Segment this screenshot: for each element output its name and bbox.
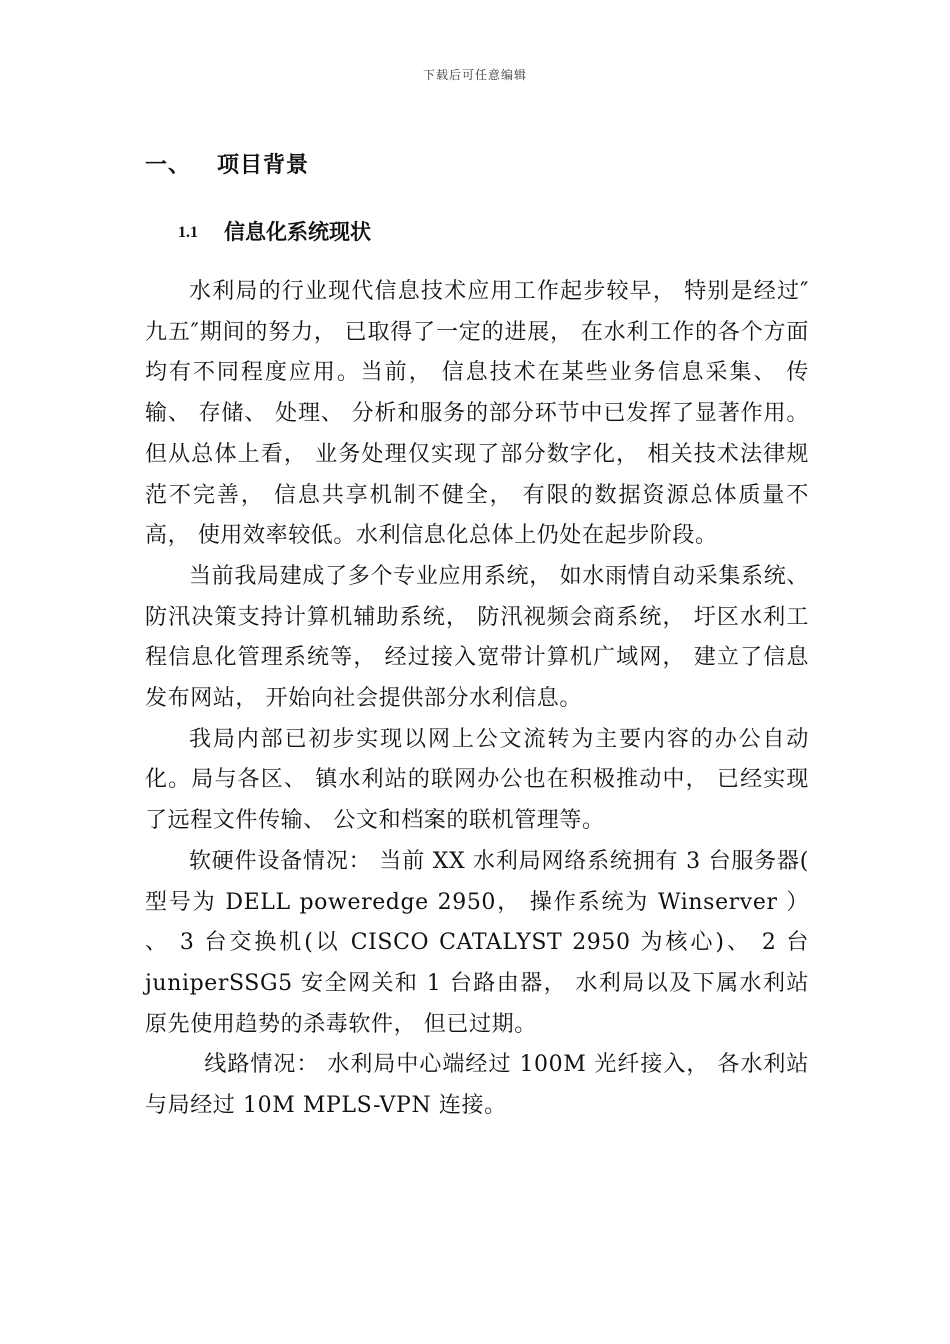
body-text <box>145 272 809 1127</box>
subsection-heading <box>178 216 371 246</box>
subsection-number: 1.1 <box>178 224 198 241</box>
paragraph: 当前我局建成了多个专业应用系统， 如水雨情自动采集系统、 防汛决策支持计算机辅助系统， 防汛视频会商系统， 圩区水利工程信息化管理系统等， 经过接入宽带计算机广域网， 建立了信息发布网站， 开始向社会提供部分水利信息。 <box>145 563 809 712</box>
paragraph: 我局内部已初步实现以网上公文流转为主要内容的办公自动化。局与各区、 镇水利站的联网办公也在积极推动中， 已经实现了远程文件传输、 公文和档案的联机管理等。 <box>145 726 809 834</box>
subsection-title: 信息化系统现状 <box>224 220 371 244</box>
section-heading <box>145 148 309 179</box>
paragraph: 软硬件设备情况： 当前 XX 水利局网络系统拥有 3 台服务器( 型号为 DELL poweredge 2950， 操作系统为 Winserver ） 、 3 台交换机(以 CISCO CATALYST 2950 为核心)、 2 台 juniperSSG5 安全网关和 1 台路由器， 水利局以及下属水利站原先使用趋势的杀毒软件， 但已过期。 <box>145 848 809 1037</box>
page-header-note: 下载后可任意编辑 <box>422 68 527 82</box>
paragraph: 线路情况： 水利局中心端经过 100M 光纤接入， 各水利站与局经过 10M MPLS-VPN 连接。 <box>145 1052 809 1119</box>
section-number: 一、 <box>145 153 192 178</box>
section-title: 项目背景 <box>217 153 310 178</box>
paragraph: 水利局的行业现代信息技术应用工作起步较早， 特别是经过″九五″期间的努力， 已取得了一定的进展， 在水利工作的各个方面均有不同程度应用。当前， 信息技术在某些业务信息采集、 传输、 存储、 处理、 分析和服务的部分环节中已发挥了显著作用。但从总体上看， 业务处理仅实现了部分数字化， 相关技术法律规范不完善， 信息共享机制不健全， 有限的数据资源总体质量不高， 使用效率较低。水利信息化总体上仍处在起步阶段。 <box>145 279 809 549</box>
